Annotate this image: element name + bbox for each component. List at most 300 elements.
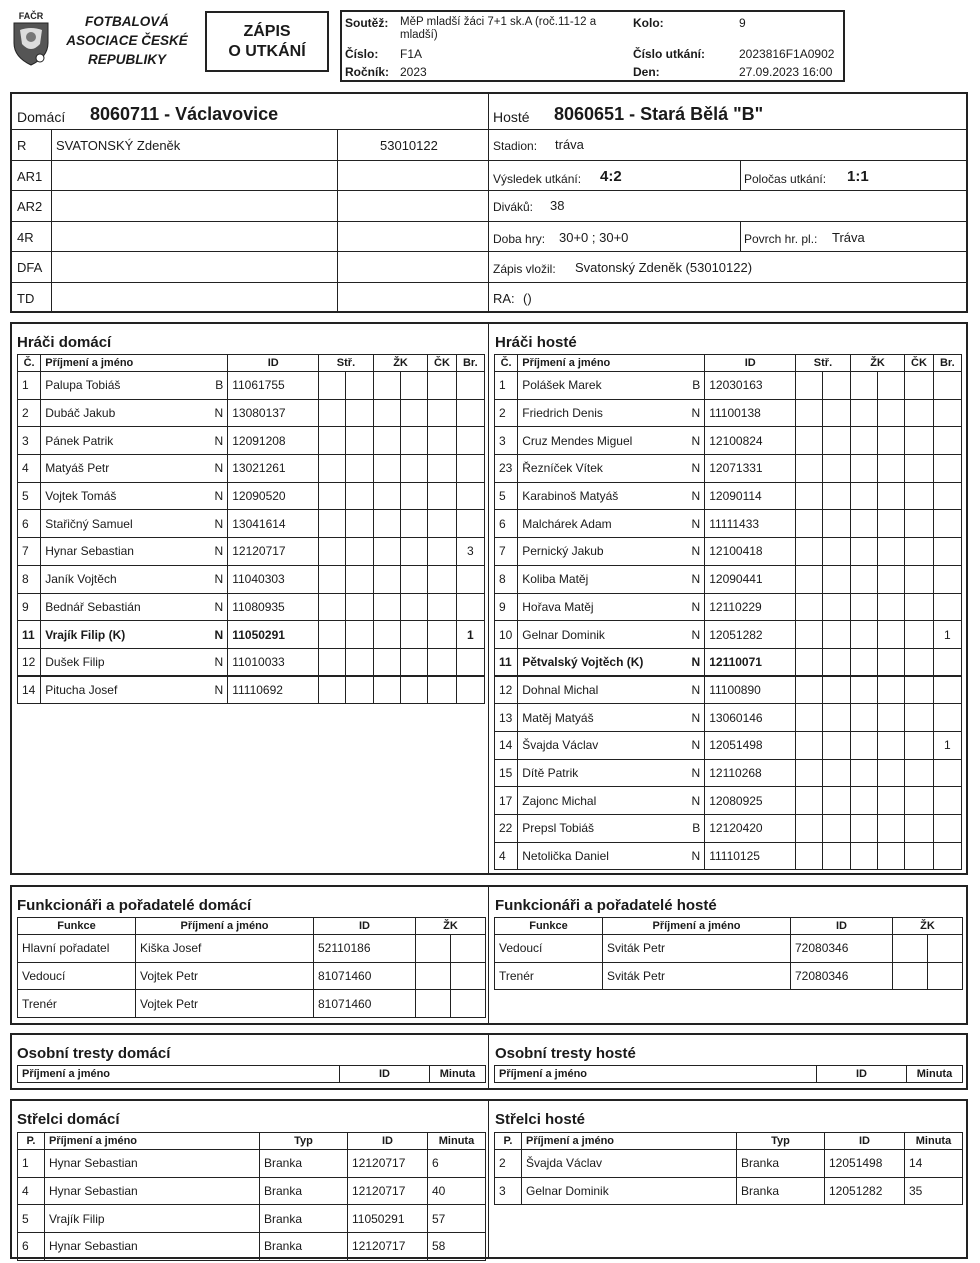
col-name: Příjmení a jméno xyxy=(136,918,314,935)
player-stat-cell xyxy=(319,538,346,566)
player-stat-cell xyxy=(878,482,905,510)
player-stat-cell xyxy=(823,676,850,704)
player-goals xyxy=(456,648,484,676)
player-name-cell xyxy=(518,759,705,787)
player-goals: 1 xyxy=(456,621,484,649)
player-id: 11100890 xyxy=(705,676,796,704)
official-role: 4R xyxy=(17,230,34,245)
player-number: 6 xyxy=(18,510,41,538)
player-type: N xyxy=(214,516,224,531)
player-stat-cell xyxy=(796,787,823,815)
player-type: N xyxy=(214,683,224,698)
player-id: 12090441 xyxy=(705,565,796,593)
functionary-name: Kiška Josef xyxy=(136,935,314,963)
player-stat-cell xyxy=(428,648,456,676)
player-stat-cell xyxy=(823,842,850,870)
player-type: B xyxy=(215,378,224,393)
player-stat-cell xyxy=(905,787,933,815)
player-stat-cell xyxy=(319,593,346,621)
surface-value: Tráva xyxy=(832,230,865,245)
official-role: AR1 xyxy=(17,169,43,184)
player-id: 12090520 xyxy=(228,482,319,510)
player-row xyxy=(18,372,485,400)
player-goals xyxy=(456,565,484,593)
cislo-utkani-value: 2023816F1A0902 xyxy=(739,47,835,61)
player-name: Pitucha Josef xyxy=(45,683,118,698)
player-goals xyxy=(933,842,961,870)
player-stat-cell xyxy=(401,372,428,400)
player-stat-cell xyxy=(823,427,850,455)
kolo-label: Kolo: xyxy=(633,16,664,30)
player-stat-cell xyxy=(850,593,877,621)
player-stat-cell xyxy=(428,399,456,427)
player-stat-cell xyxy=(878,759,905,787)
facr-logo xyxy=(10,10,52,68)
away-functionaries-title: Funkcionáři a pořadatelé hosté xyxy=(495,897,717,914)
scorer-id: 11050291 xyxy=(348,1205,428,1233)
player-name-cell xyxy=(41,648,228,676)
halftime-value: 1:1 xyxy=(847,168,869,185)
player-stat-cell xyxy=(319,648,346,676)
player-goals xyxy=(933,538,961,566)
player-stat-cell xyxy=(373,676,400,704)
player-stat-cell xyxy=(796,565,823,593)
player-name: Matyáš Petr xyxy=(45,461,110,476)
player-goals xyxy=(456,593,484,621)
col-type: Typ xyxy=(260,1133,348,1150)
player-stat-cell xyxy=(823,648,850,676)
player-name: Dítě Patrik xyxy=(522,765,579,780)
player-stat-cell xyxy=(850,842,877,870)
col-id: ID xyxy=(348,1133,428,1150)
player-id: 12080925 xyxy=(705,787,796,815)
rocnik-label: Ročník: xyxy=(345,65,390,79)
player-id: 13041614 xyxy=(228,510,319,538)
col-id: ID xyxy=(314,918,416,935)
player-name-cell xyxy=(41,676,228,704)
player-name-cell xyxy=(41,482,228,510)
scorer-minute: 57 xyxy=(428,1205,486,1233)
player-goals xyxy=(933,565,961,593)
col-minute: Minuta xyxy=(428,1133,486,1150)
player-number: 4 xyxy=(18,455,41,483)
player-goals xyxy=(933,787,961,815)
logo-text: FAČR xyxy=(18,11,44,21)
player-row xyxy=(18,427,485,455)
player-stat-cell xyxy=(878,704,905,732)
player-stat-cell xyxy=(905,815,933,843)
player-row xyxy=(18,676,485,704)
player-row xyxy=(495,399,962,427)
player-stat-cell xyxy=(401,455,428,483)
scorer-type: Branka xyxy=(260,1177,348,1205)
player-stat-cell xyxy=(796,538,823,566)
player-name-cell xyxy=(41,565,228,593)
player-stat-cell xyxy=(401,593,428,621)
player-stat-cell xyxy=(823,482,850,510)
player-goals xyxy=(933,399,961,427)
player-stat-cell xyxy=(401,427,428,455)
player-stat-cell xyxy=(878,621,905,649)
player-stat-cell xyxy=(428,676,456,704)
player-type: N xyxy=(691,654,701,669)
functionary-role: Vedoucí xyxy=(18,962,136,990)
player-stat-cell xyxy=(401,510,428,538)
player-stat-cell xyxy=(850,538,877,566)
player-stat-cell xyxy=(796,676,823,704)
player-stat-cell xyxy=(796,427,823,455)
player-name-cell xyxy=(518,427,705,455)
player-stat-cell xyxy=(850,759,877,787)
player-goals xyxy=(456,372,484,400)
functionary-zk-cell xyxy=(451,935,486,963)
player-goals xyxy=(933,759,961,787)
player-type: N xyxy=(691,627,701,642)
player-name-cell xyxy=(518,593,705,621)
player-stat-cell xyxy=(878,372,905,400)
col-minute: Minuta xyxy=(907,1066,963,1083)
player-number: 8 xyxy=(18,565,41,593)
player-stat-cell xyxy=(823,510,850,538)
col-role: Funkce xyxy=(18,918,136,935)
player-id: 11061755 xyxy=(228,372,319,400)
functionary-zk-cell xyxy=(893,935,928,963)
player-name-cell xyxy=(518,704,705,732)
scorer-name: Vrajík Filip xyxy=(45,1205,260,1233)
player-stat-cell xyxy=(823,787,850,815)
scorer-type: Branka xyxy=(737,1177,825,1205)
player-stat-cell xyxy=(905,510,933,538)
player-name: Hynar Sebastian xyxy=(45,544,134,559)
col-name: Příjmení a jméno xyxy=(495,1066,817,1083)
player-stat-cell xyxy=(823,731,850,759)
player-stat-cell xyxy=(850,621,877,649)
federation-name xyxy=(62,12,192,69)
player-id: 12091208 xyxy=(228,427,319,455)
player-goals xyxy=(456,455,484,483)
functionary-name: Sviták Petr xyxy=(603,935,791,963)
scorer-row xyxy=(495,1177,963,1205)
player-goals xyxy=(456,676,484,704)
player-stat-cell xyxy=(823,759,850,787)
player-type: N xyxy=(691,683,701,698)
scorer-id: 12120717 xyxy=(348,1233,428,1261)
player-row xyxy=(495,704,962,732)
player-number: 1 xyxy=(18,372,41,400)
player-id: 11080935 xyxy=(228,593,319,621)
player-goals: 1 xyxy=(933,731,961,759)
player-row xyxy=(495,648,962,676)
player-stat-cell xyxy=(850,787,877,815)
player-name-cell xyxy=(41,427,228,455)
functionary-name: Sviták Petr xyxy=(603,962,791,990)
player-name: Hořava Matěj xyxy=(522,599,594,614)
federation-line: FOTBALOVÁ xyxy=(85,14,169,29)
player-number: 14 xyxy=(495,731,518,759)
federation-line: REPUBLIKY xyxy=(87,52,166,67)
player-goals xyxy=(456,427,484,455)
scorer-order: 3 xyxy=(495,1177,522,1205)
player-type: N xyxy=(691,489,701,504)
player-stat-cell xyxy=(319,565,346,593)
den-value: 27.09.2023 16:00 xyxy=(739,65,833,79)
player-stat-cell xyxy=(346,482,373,510)
player-stat-cell xyxy=(905,676,933,704)
player-stat-cell xyxy=(850,482,877,510)
entered-by-value: Svatonský Zdeněk (53010122) xyxy=(575,260,753,275)
player-type: N xyxy=(691,599,701,614)
functionary-zk-cell xyxy=(451,990,486,1018)
player-goals xyxy=(933,648,961,676)
stadion-label: Stadion: xyxy=(493,139,538,153)
player-stat-cell xyxy=(401,538,428,566)
player-id: 12090114 xyxy=(705,482,796,510)
col-ck: ČK xyxy=(905,355,933,372)
player-name: Koliba Matěj xyxy=(522,572,589,587)
functionary-zk-cell xyxy=(416,935,451,963)
player-stat-cell xyxy=(823,399,850,427)
col-no: Č. xyxy=(495,355,518,372)
player-stat-cell xyxy=(373,372,400,400)
col-name: Příjmení a jméno xyxy=(45,1133,260,1150)
player-stat-cell xyxy=(796,399,823,427)
player-stat-cell xyxy=(373,648,400,676)
player-number: 13 xyxy=(495,704,518,732)
player-stat-cell xyxy=(319,427,346,455)
home-functionaries-table xyxy=(17,917,486,1018)
player-id: 12051498 xyxy=(705,731,796,759)
player-stat-cell xyxy=(796,815,823,843)
player-number: 10 xyxy=(495,621,518,649)
player-row xyxy=(495,787,962,815)
scorer-id: 12051498 xyxy=(825,1150,905,1178)
kolo-value: 9 xyxy=(739,16,746,30)
scorer-row xyxy=(18,1150,486,1178)
player-row xyxy=(495,815,962,843)
player-name-cell xyxy=(518,815,705,843)
player-name: Prepsl Tobiáš xyxy=(522,821,595,836)
player-type: N xyxy=(691,544,701,559)
player-name-cell xyxy=(518,510,705,538)
player-type: N xyxy=(214,627,224,642)
player-stat-cell xyxy=(319,455,346,483)
player-stat-cell xyxy=(346,399,373,427)
player-row xyxy=(495,676,962,704)
player-goals xyxy=(933,704,961,732)
player-name-cell xyxy=(518,648,705,676)
soutez-label: Soutěž: xyxy=(345,16,389,30)
ra-label: RA: xyxy=(493,291,515,306)
player-stat-cell xyxy=(878,731,905,759)
player-stat-cell xyxy=(373,565,400,593)
home-team-name: 8060711 - Václavovice xyxy=(90,104,279,124)
player-row xyxy=(495,372,962,400)
col-minute: Minuta xyxy=(430,1066,486,1083)
scorer-row xyxy=(18,1205,486,1233)
player-goals xyxy=(933,482,961,510)
player-goals xyxy=(933,455,961,483)
player-row xyxy=(495,731,962,759)
player-stat-cell xyxy=(850,399,877,427)
player-stat-cell xyxy=(905,759,933,787)
player-number: 11 xyxy=(18,621,41,649)
player-name: Pernický Jakub xyxy=(522,544,604,559)
player-stat-cell xyxy=(401,648,428,676)
player-type: N xyxy=(214,433,224,448)
player-stat-cell xyxy=(850,648,877,676)
player-stat-cell xyxy=(878,399,905,427)
player-stat-cell xyxy=(319,372,346,400)
player-number: 14 xyxy=(18,676,41,704)
player-stat-cell xyxy=(878,427,905,455)
duration-label: Doba hry: xyxy=(493,232,546,246)
scorer-minute: 35 xyxy=(905,1177,963,1205)
player-number: 9 xyxy=(495,593,518,621)
result-label: Výsledek utkání: xyxy=(493,172,582,186)
player-id: 11040303 xyxy=(228,565,319,593)
player-stat-cell xyxy=(428,427,456,455)
player-stat-cell xyxy=(905,565,933,593)
player-stat-cell xyxy=(373,399,400,427)
player-stat-cell xyxy=(796,372,823,400)
federation-line: ASOCIACE ČESKÉ xyxy=(66,33,188,48)
scorer-name: Hynar Sebastian xyxy=(45,1150,260,1178)
functionary-zk-cell xyxy=(928,962,963,990)
player-number: 2 xyxy=(18,399,41,427)
scorer-type: Branka xyxy=(260,1150,348,1178)
scorer-order: 5 xyxy=(18,1205,45,1233)
player-name: Dohnal Michal xyxy=(522,683,599,698)
cislo-label: Číslo: xyxy=(345,47,379,61)
player-type: N xyxy=(691,406,701,421)
functionary-id: 72080346 xyxy=(791,962,893,990)
functionary-role: Hlavní pořadatel xyxy=(18,935,136,963)
player-stat-cell xyxy=(905,842,933,870)
player-name: Stařičný Samuel xyxy=(45,516,133,531)
doc-title-line: ZÁPIS xyxy=(243,22,291,40)
col-name: Příjmení a jméno xyxy=(518,355,705,372)
player-goals xyxy=(933,593,961,621)
home-label: Domácí xyxy=(17,109,66,125)
player-stat-cell xyxy=(428,565,456,593)
scorer-minute: 58 xyxy=(428,1233,486,1261)
player-stat-cell xyxy=(878,676,905,704)
away-functionaries-table xyxy=(494,917,963,990)
player-number: 9 xyxy=(18,593,41,621)
player-stat-cell xyxy=(905,372,933,400)
player-number: 12 xyxy=(18,648,41,676)
col-br: Br. xyxy=(456,355,484,372)
player-row xyxy=(495,759,962,787)
player-name: Malchárek Adam xyxy=(522,516,612,531)
player-stat-cell xyxy=(796,455,823,483)
home-players-title: Hráči domácí xyxy=(17,334,112,351)
player-row xyxy=(18,510,485,538)
col-no: Č. xyxy=(18,355,41,372)
cislo-value: F1A xyxy=(400,47,423,61)
functionary-role: Trenér xyxy=(495,962,603,990)
player-stat-cell xyxy=(878,565,905,593)
spectators-label: Diváků: xyxy=(493,200,534,214)
player-name-cell xyxy=(41,399,228,427)
player-stat-cell xyxy=(401,399,428,427)
player-stat-cell xyxy=(878,455,905,483)
functionary-zk-cell xyxy=(893,962,928,990)
scorer-minute: 40 xyxy=(428,1177,486,1205)
player-id: 12030163 xyxy=(705,372,796,400)
col-zk: ŽK xyxy=(373,355,428,372)
player-id: 13021261 xyxy=(228,455,319,483)
player-stat-cell xyxy=(878,842,905,870)
away-scorers-title: Střelci hosté xyxy=(495,1111,586,1128)
scorer-name: Hynar Sebastian xyxy=(45,1177,260,1205)
functionary-zk-cell xyxy=(416,962,451,990)
col-id: ID xyxy=(705,355,796,372)
player-stat-cell xyxy=(346,510,373,538)
player-stat-cell xyxy=(850,704,877,732)
scorer-minute: 6 xyxy=(428,1150,486,1178)
player-name-cell xyxy=(41,372,228,400)
player-stat-cell xyxy=(373,455,400,483)
official-role: DFA xyxy=(17,260,43,275)
functionary-row xyxy=(18,962,486,990)
player-stat-cell xyxy=(823,538,850,566)
player-id: 12051282 xyxy=(705,621,796,649)
player-name-cell xyxy=(518,399,705,427)
player-type: N xyxy=(214,544,224,559)
col-type: Typ xyxy=(737,1133,825,1150)
player-name: Řezníček Vítek xyxy=(522,461,603,476)
player-stat-cell xyxy=(346,538,373,566)
player-goals: 3 xyxy=(456,538,484,566)
soutez-value: MěP mladší žáci 7+1 sk.A (roč.11-12 a mladší) xyxy=(400,16,597,41)
player-number: 1 xyxy=(495,372,518,400)
away-team-name: 8060651 - Stará Bělá "B" xyxy=(554,104,764,124)
spectators-value: 38 xyxy=(550,198,565,213)
player-number: 12 xyxy=(495,676,518,704)
player-type: N xyxy=(691,849,701,864)
col-name: Příjmení a jméno xyxy=(41,355,228,372)
away-penalties-title: Osobní tresty hosté xyxy=(495,1045,636,1062)
functionary-id: 72080346 xyxy=(791,935,893,963)
player-type: N xyxy=(691,461,701,476)
col-zk: ŽK xyxy=(416,918,486,935)
official-id: 53010122 xyxy=(380,138,438,153)
player-stat-cell xyxy=(401,676,428,704)
player-row xyxy=(18,621,485,649)
player-stat-cell xyxy=(878,593,905,621)
player-stat-cell xyxy=(346,676,373,704)
player-row xyxy=(495,455,962,483)
player-number: 5 xyxy=(495,482,518,510)
player-stat-cell xyxy=(319,510,346,538)
player-name-cell xyxy=(41,538,228,566)
player-stat-cell xyxy=(905,482,933,510)
player-id: 11050291 xyxy=(228,621,319,649)
player-name: Gelnar Dominik xyxy=(522,627,605,642)
player-stat-cell xyxy=(346,621,373,649)
player-id: 11111433 xyxy=(705,510,796,538)
player-stat-cell xyxy=(373,538,400,566)
official-role: TD xyxy=(17,291,35,306)
player-id: 11110125 xyxy=(705,842,796,870)
player-id: 13060146 xyxy=(705,704,796,732)
scorer-order: 2 xyxy=(495,1150,522,1178)
functionary-zk-cell xyxy=(928,935,963,963)
scorer-row xyxy=(495,1150,963,1178)
col-id: ID xyxy=(817,1066,907,1083)
duration-value: 30+0 ; 30+0 xyxy=(559,230,629,245)
